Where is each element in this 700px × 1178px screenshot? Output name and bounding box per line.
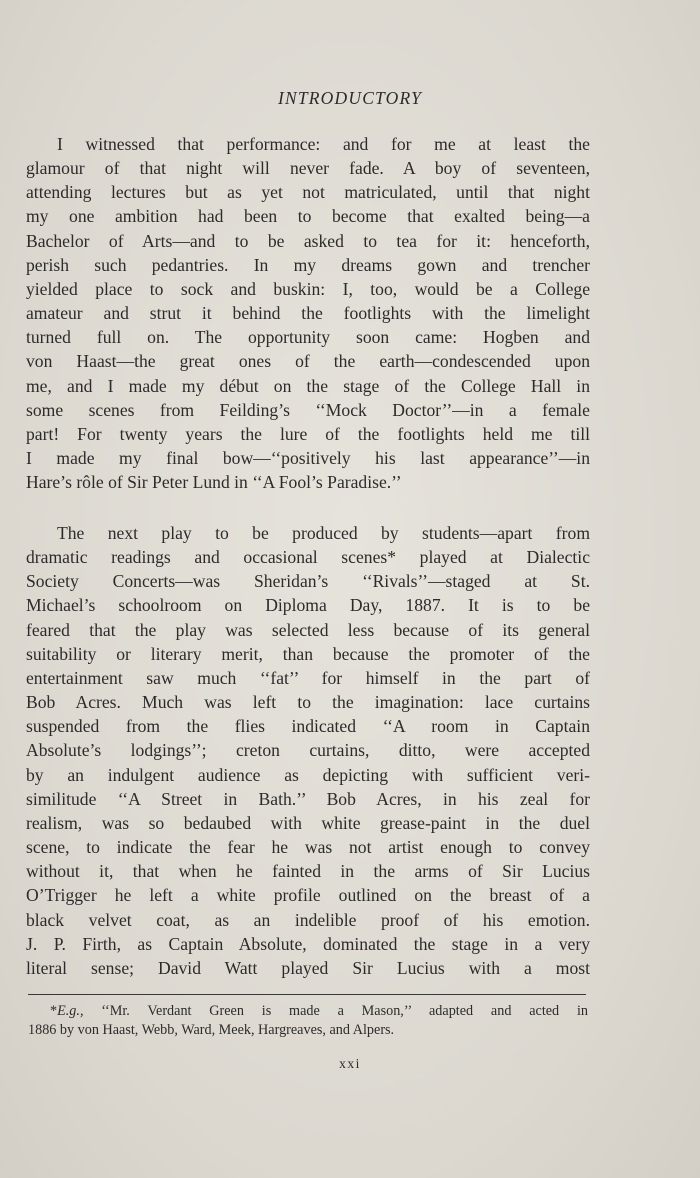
text-line: dramatic readings and occasional scenes* played at Dialectic	[26, 547, 590, 568]
text-line: feared that the play was selected less because of its general	[26, 619, 590, 640]
text-line: turned full on. The opportunity soon came: Hogben and	[26, 327, 590, 348]
text-line: part! For twenty years the lure of the footlights held me till	[26, 423, 590, 444]
text-line: perish such pedantries. In my dreams gown and trencher	[26, 254, 590, 275]
text-line: literal sense; David Watt played Sir Lucius with a most	[26, 957, 590, 978]
footnote-marker: *	[50, 1003, 58, 1019]
text-line: entertainment saw much ‘‘fat’’ for himself in the part of	[26, 667, 590, 688]
text-line: von Haast—the great ones of the earth—condescended upon	[26, 351, 590, 372]
text-line: glamour of that night will never fade. A boy of seventeen,	[26, 158, 590, 179]
page-number: xxi	[339, 1056, 361, 1071]
text-line: The next play to be produced by students—apart from	[57, 523, 590, 543]
text-line: Bachelor of Arts—and to be asked to tea for it: henceforth,	[26, 230, 590, 251]
text-line: realism, was so bedaubed with white grease-paint in the duel	[26, 812, 590, 833]
text-line: amateur and strut it behind the footlights with the limelight	[26, 303, 590, 324]
text-line: Michael’s schoolroom on Diploma Day, 1887. It is to be	[26, 595, 590, 616]
text-line: yielded place to sock and buskin: I, too, would be a College	[26, 278, 590, 299]
text-line: I made my final bow—‘‘positively his last appearance’’—in	[26, 448, 590, 469]
text-line: my one ambition had been to become that exalted being—a	[26, 206, 590, 227]
text-line: scene, to indicate the fear he was not artist enough to convey	[26, 837, 590, 858]
text-line: me, and I made my début on the stage of the College Hall in	[26, 375, 590, 396]
text-line: by an indulgent audience as depicting with sufficient veri-	[26, 764, 590, 785]
text-line: Bob Acres. Much was left to the imagination: lace curtains	[26, 692, 590, 713]
text-line: suspended from the flies indicated ‘‘A room in Captain	[26, 716, 590, 737]
footnote	[28, 1002, 588, 1040]
running-head: INTRODUCTORY	[277, 88, 423, 108]
footnote-eg: E.g.,	[57, 1003, 84, 1019]
text-line: without it, that when he fainted in the arms of Sir Lucius	[26, 861, 590, 882]
text-line: O’Trigger he left a white profile outlined on the breast of a	[26, 885, 590, 906]
footnote-text: ‘‘Mr. Verdant Green is made a Mason,’’ adapted and acted in	[83, 1003, 588, 1019]
text-line: similitude ‘‘A Street in Bath.’’ Bob Acres, in his zeal for	[26, 788, 590, 809]
footnote-line	[28, 1002, 588, 1021]
text-line: Absolute’s lodgings’’; creton curtains, ditto, were accepted	[26, 740, 590, 761]
text-line: black velvet coat, as an indelible proof of his emotion.	[26, 909, 590, 930]
paragraph-2	[26, 521, 590, 980]
paragraph-1	[26, 132, 590, 494]
text-line: I witnessed that performance: and for me at least the	[57, 134, 590, 154]
footnote-line: 1886 by von Haast, Webb, Ward, Meek, Hargreaves, and Alpers.	[28, 1022, 395, 1038]
text-line: J. P. Firth, as Captain Absolute, dominated the stage in a very	[26, 933, 590, 954]
text-line: some scenes from Feilding’s ‘‘Mock Doctor’’—in a female	[26, 399, 590, 420]
text-line: attending lectures but as yet not matriculated, until that night	[26, 182, 590, 203]
footnote-rule	[28, 994, 586, 995]
text-line: Society Concerts—was Sheridan’s ‘‘Rivals’’—staged at St.	[26, 571, 590, 592]
text-line: Hare’s rôle of Sir Peter Lund in ‘‘A Fool’s Paradise.’’	[26, 472, 402, 493]
text-line: suitability or literary merit, than because the promoter of the	[26, 643, 590, 664]
